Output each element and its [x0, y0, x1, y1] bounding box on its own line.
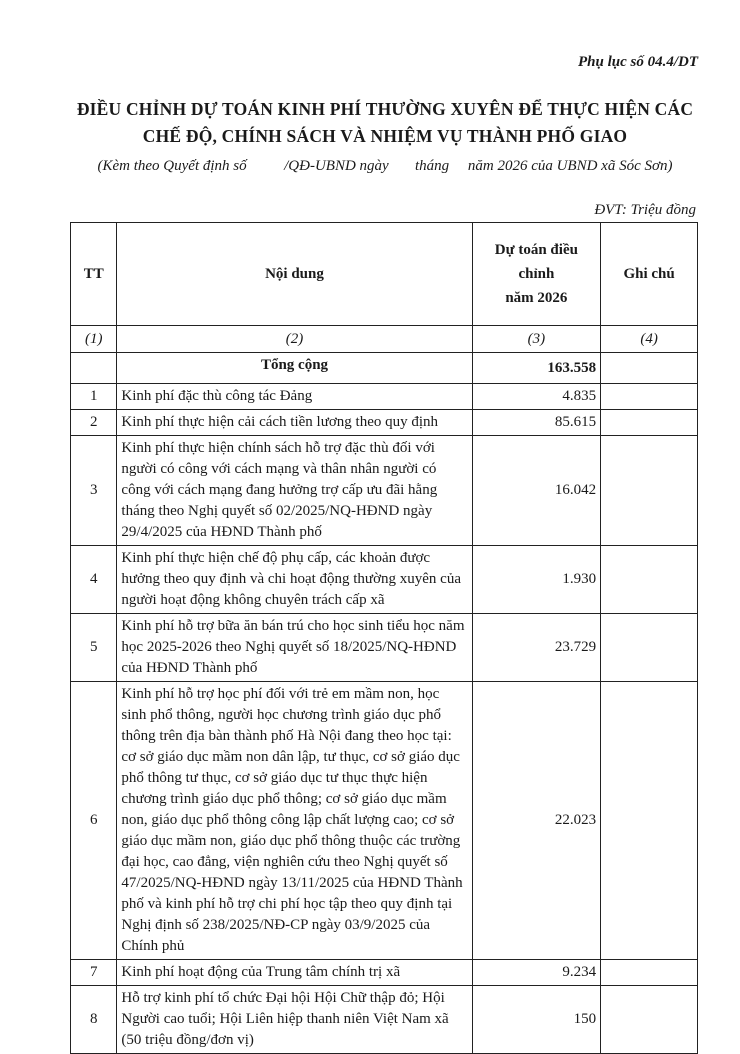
row-note	[601, 682, 698, 960]
column-index: (1)	[71, 326, 117, 353]
row-note	[601, 410, 698, 436]
column-index: (4)	[601, 326, 698, 353]
header-amount-line-2: năm 2026	[505, 290, 568, 306]
unit-label: ĐVT: Triệu đồng	[594, 202, 696, 218]
row-note	[601, 384, 698, 410]
table-row	[71, 410, 698, 436]
table-row	[71, 682, 698, 960]
total-amount: 163.558	[472, 353, 601, 384]
column-index: (3)	[472, 326, 601, 353]
title-line-2: CHẾ ĐỘ, CHÍNH SÁCH VÀ NHIỆM VỤ THÀNH PHỐ GIAO	[142, 126, 628, 146]
row-content: Kinh phí thực hiện chế độ phụ cấp, các khoản được hưởng theo quy định và chi hoạt động thường xuyên của người hoạt động không chuyên trách cấp xã	[117, 546, 472, 614]
row-note	[601, 960, 698, 986]
table-row	[71, 614, 698, 682]
row-amount: 1.930	[472, 546, 601, 614]
row-tt: 7	[71, 960, 117, 986]
row-amount: 22.023	[472, 682, 601, 960]
row-content: Kinh phí hỗ trợ học phí đối với trẻ em mầm non, học sinh phổ thông, người học chương trình giáo dục phổ thông trên địa bàn thành phố Hà Nội đang theo học tại: cơ sở giáo dục mầm non dân lập, tư thục, cơ sở giáo dục phổ thông tư thục, cơ sở giáo dục tư thục thực hiện chương trình giáo dục phổ thông; cơ sở giáo dục mầm non, giáo dục phổ thông công lập chất lượng cao; cơ sở giáo dục mầm non, giáo dục phổ thông thuộc các trường đại học, cao đẳng, viện nghiên cứu theo Nghị quyết số 47/2025/NQ-HĐND ngày 13/11/2025 của HĐND Thành phố và kinh phí hỗ trợ chi phí học tập theo quy định tại Nghị định số 238/2025/NĐ-CP ngày 03/9/2025 của Chính phủ	[117, 682, 472, 960]
row-amount: 85.615	[472, 410, 601, 436]
row-amount: 16.042	[472, 436, 601, 546]
row-tt: 8	[71, 986, 117, 1054]
column-index-row	[71, 326, 698, 353]
total-row	[71, 353, 698, 384]
row-content: Kinh phí hoạt động của Trung tâm chính trị xã	[117, 960, 472, 986]
header-note: Ghi chú	[601, 223, 698, 326]
table-row	[71, 384, 698, 410]
row-tt: 3	[71, 436, 117, 546]
row-amount: 4.835	[472, 384, 601, 410]
row-amount: 23.729	[472, 614, 601, 682]
row-note	[601, 614, 698, 682]
appendix-label: Phụ lục số 04.4/DT	[577, 54, 698, 70]
row-note	[601, 546, 698, 614]
budget-table	[70, 222, 698, 1054]
row-content: Kinh phí hỗ trợ bữa ăn bán trú cho học sinh tiểu học năm học 2025-2026 theo Nghị quyết số 18/2025/NQ-HĐND của HĐND Thành phố	[117, 614, 472, 682]
total-note	[601, 353, 698, 384]
row-note	[601, 986, 698, 1054]
row-amount: 9.234	[472, 960, 601, 986]
table-row	[71, 960, 698, 986]
row-content: Kinh phí thực hiện chính sách hỗ trợ đặc thù đối với người có công với cách mạng và thân nhân người có công với cách mạng đang hưởng trợ cấp ưu đãi hằng tháng theo Nghị quyết số 02/2025/NQ-HĐND ngày 29/4/2025 của HĐND Thành phố	[117, 436, 472, 546]
row-tt: 5	[71, 614, 117, 682]
header-content: Nội dung	[117, 223, 472, 326]
row-tt: 2	[71, 410, 117, 436]
header-amount	[472, 223, 601, 326]
table-row	[71, 986, 698, 1054]
row-content: Kinh phí đặc thù công tác Đảng	[117, 384, 472, 410]
header-amount-line-1: Dự toán điều chỉnh	[494, 242, 578, 282]
table-row	[71, 436, 698, 546]
column-index: (2)	[117, 326, 472, 353]
row-content: Kinh phí thực hiện cải cách tiền lương theo quy định	[117, 410, 472, 436]
row-amount: 150	[472, 986, 601, 1054]
total-label: Tổng cộng	[117, 353, 472, 384]
title-line-1: ĐIỀU CHỈNH DỰ TOÁN KINH PHÍ THƯỜNG XUYÊN ĐỂ THỰC HIỆN CÁC	[76, 99, 694, 119]
total-tt	[71, 353, 117, 384]
table-header-row	[71, 223, 698, 326]
row-tt: 4	[71, 546, 117, 614]
row-tt: 6	[71, 682, 117, 960]
row-tt: 1	[71, 384, 117, 410]
document-subtitle: (Kèm theo Quyết định số /QĐ-UBND ngày tháng năm 2026 của UBND xã Sóc Sơn)	[97, 158, 673, 174]
document-title	[60, 96, 710, 150]
header-tt: TT	[71, 223, 117, 326]
row-note	[601, 436, 698, 546]
row-content: Hỗ trợ kinh phí tổ chức Đại hội Hội Chữ thập đỏ; Hội Người cao tuổi; Hội Liên hiệp thanh niên Việt Nam xã (50 triệu đồng/đơn vị)	[117, 986, 472, 1054]
table-row	[71, 546, 698, 614]
